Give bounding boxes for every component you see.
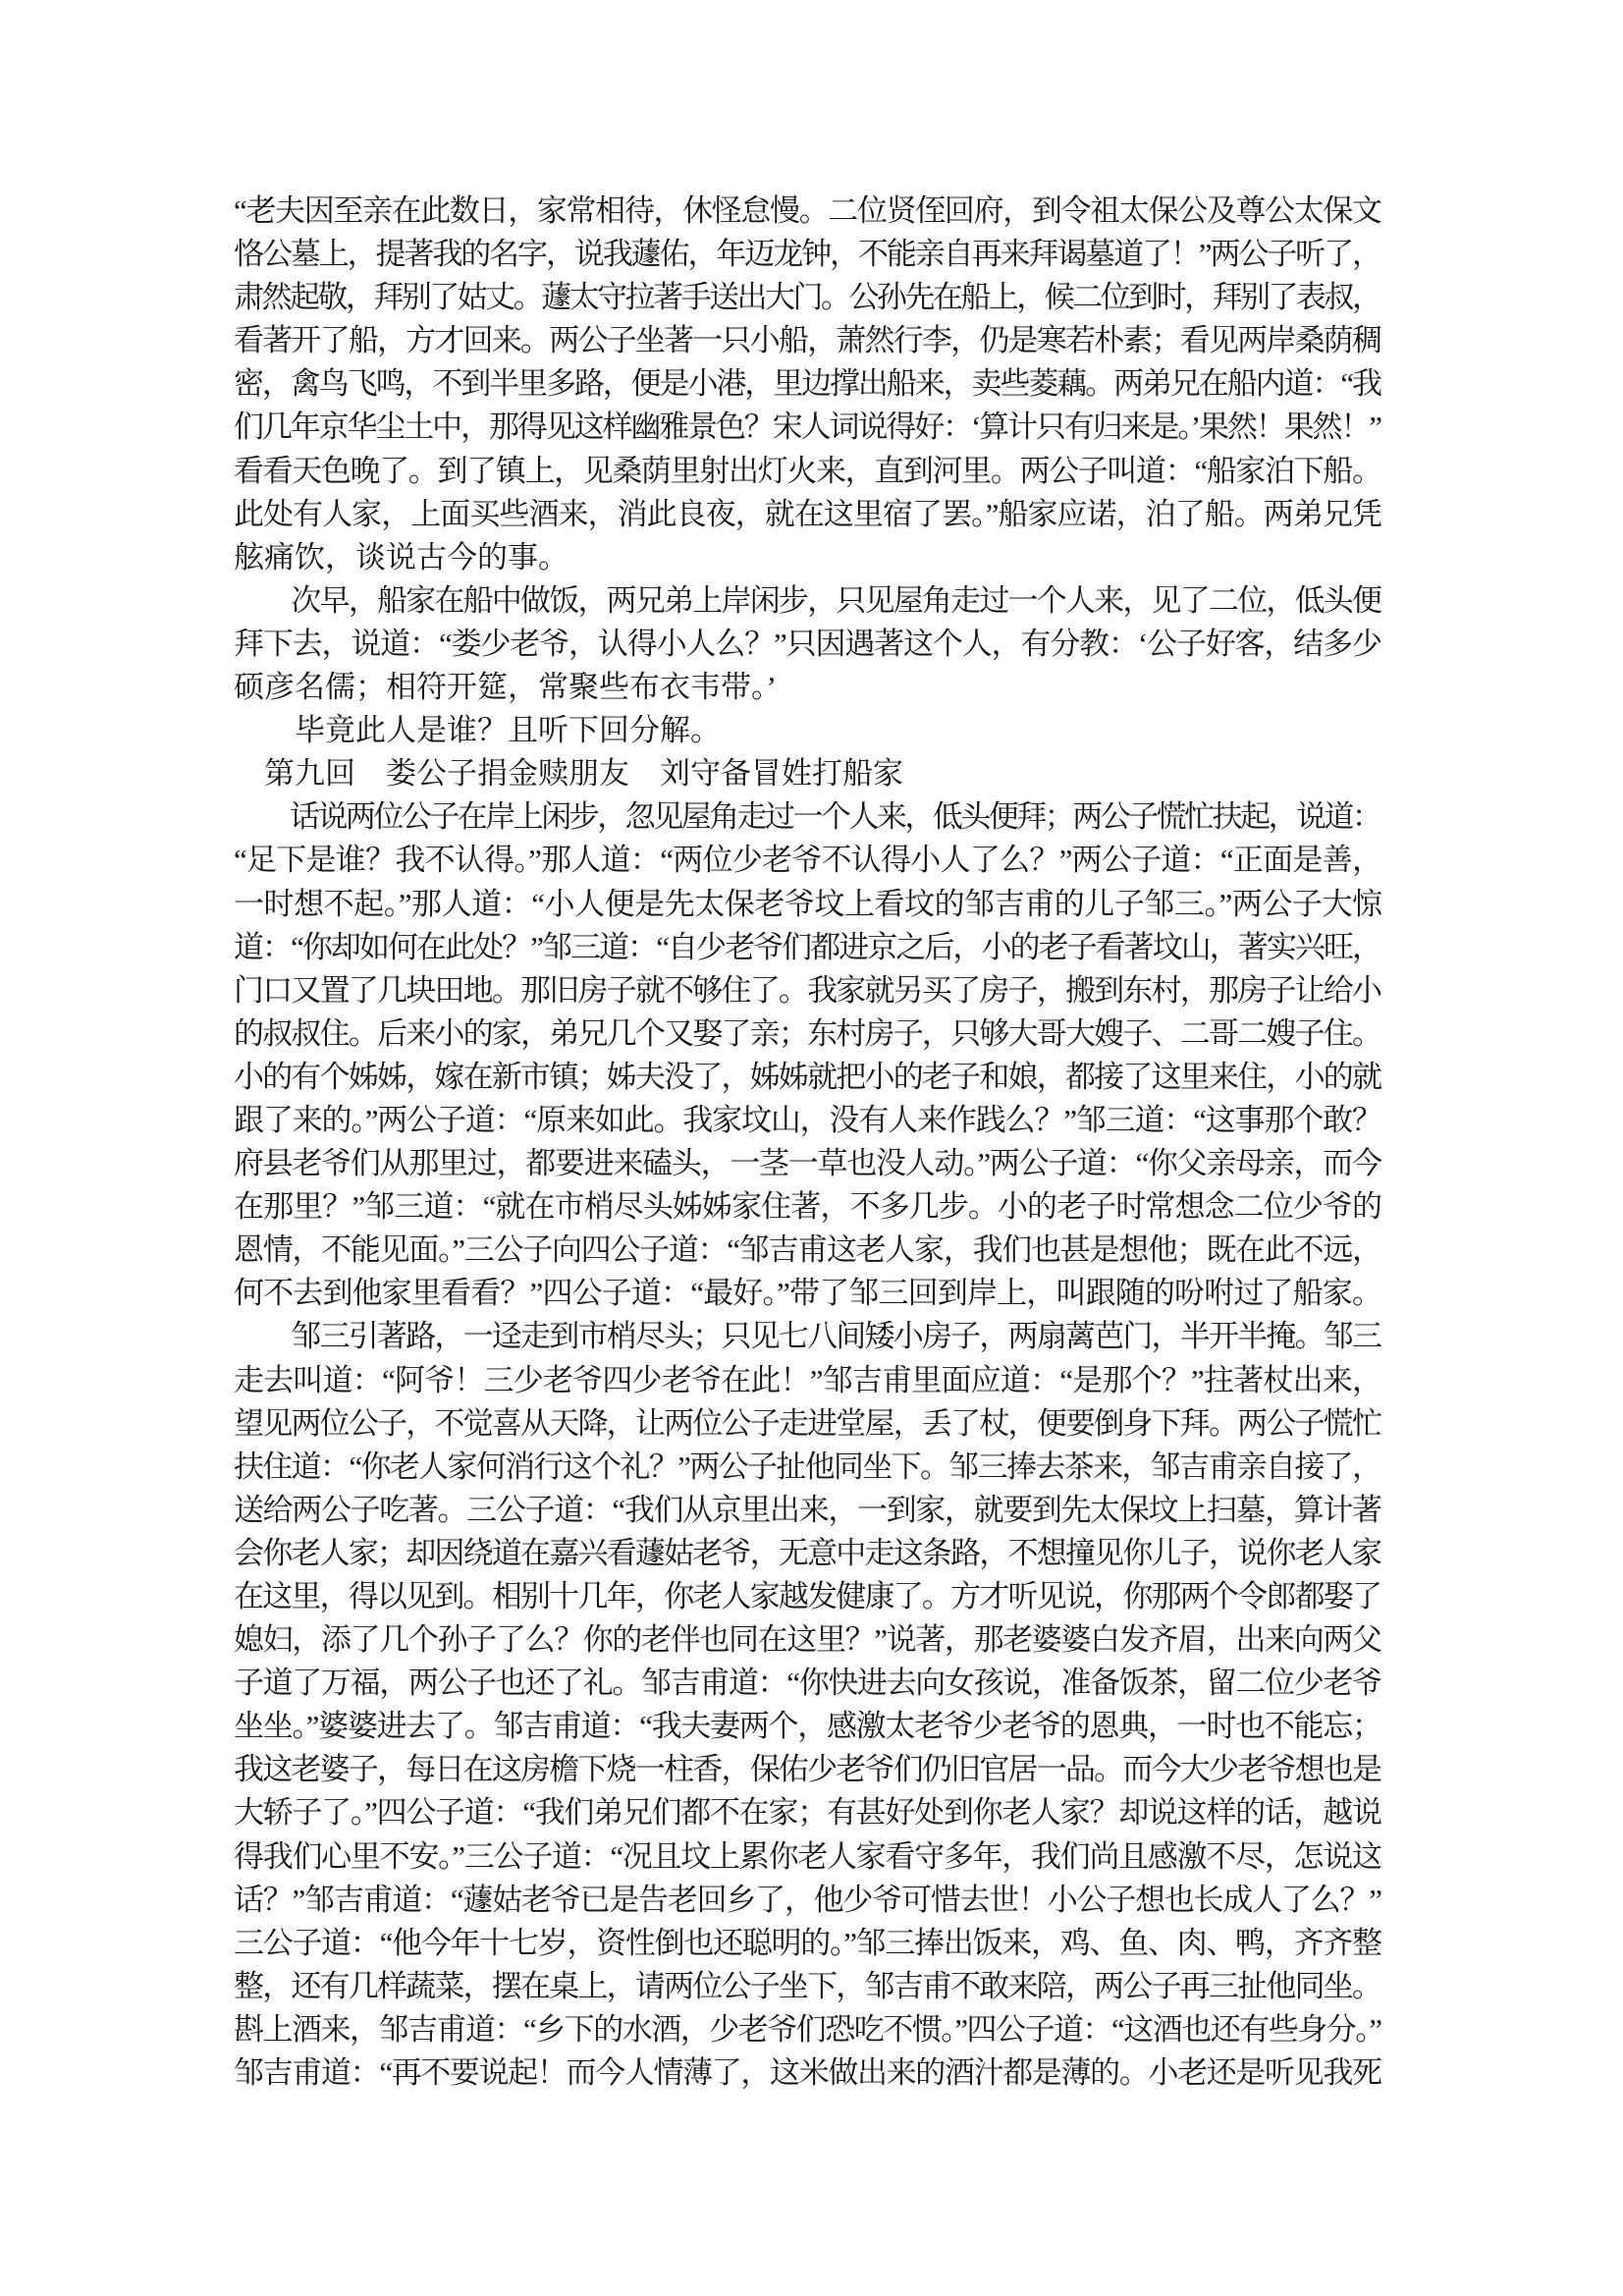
text-line-content: 话说两位公子在岸上闲步，忽见屋角走过一个人来，低头便拜；两公子慌忙扶起，说道：	[234, 799, 1380, 835]
text-line-content: 坐坐。”婆婆进去了。邹吉甫道：“我夫妻两个，感激太老爷少老爷的恩典，一时也不能忘；	[234, 1709, 1381, 1744]
text-line-content: 小的有个姊姊，嫁在新市镇；姊夫没了，姊姊就把小的老子和娘，都接了这里来住，小的就	[234, 1059, 1381, 1094]
text-line-content: 在这里，得以见到。相别十几年，你老人家越发健康了。方才听见说，你那两个令郎都娶了	[234, 1579, 1381, 1613]
text-line-content: 在那里？”邹三道：“就在市梢尽头姊姊家住著，不多几步。小的老子时常想念二位少爷的	[234, 1189, 1382, 1225]
text-line-content: 斟上酒来，邹吉甫道：“乡下的水酒，少老爷们恐吃不惯。”四公子道：“这酒也还有些身分。”	[234, 2011, 1381, 2047]
text-block	[234, 190, 1382, 2095]
text-line	[234, 406, 1382, 449]
text-line	[234, 362, 1382, 406]
text-line	[234, 1185, 1382, 1229]
text-line-content: 我这老婆子，每日在这房檐下烧一柱香，保佑少老爷们仍旧官居一品。而今大少老爷想也是	[234, 1752, 1381, 1787]
text-line	[234, 1662, 1382, 1705]
text-line	[234, 1012, 1382, 1056]
text-line	[234, 1791, 1382, 1834]
text-line-content: 会你老人家；却因绕道在嘉兴看蘧姑老爷，无意中走这条路，不想撞见你儿子，说你老人家	[234, 1535, 1381, 1570]
text-line	[234, 233, 1382, 276]
text-line	[234, 883, 1382, 926]
text-line	[234, 666, 1382, 709]
text-line-content: 三公子道：“他今年十七岁，资性倒也还聪明的。”邹三捧出饭来，鸡、鱼、肉、鸭，齐齐整	[234, 1925, 1381, 1960]
text-line	[234, 1879, 1382, 1922]
text-line-content: 大轿子了。”四公子道：“我们弟兄们都不在家；有甚好处到你老人家？却说这样的话，越说	[234, 1795, 1381, 1831]
text-line	[234, 969, 1382, 1012]
text-line-content: 们几年京华尘土中，那得见这样幽雅景色？宋人词说得好：‘算计只有归来是。’果然！果然！”	[234, 410, 1380, 445]
text-line	[234, 1489, 1382, 1532]
text-line	[234, 1272, 1382, 1315]
text-line	[234, 1229, 1382, 1272]
text-line	[234, 709, 1382, 752]
text-line-content: 一时想不起。”那人道：“小人便是先太保老爷坟上看坟的邹吉甫的儿子邹三。”两公子大惊	[234, 886, 1382, 921]
text-line-content: 肃然起敬，拜别了姑丈。蘧太守拉著手送出大门。公孙先在船上，候二位到时，拜别了表叔，	[234, 280, 1380, 315]
text-line-content: “老夫因至亲在此数日，家常相待，休怪怠慢。二位贤侄回府，到令祖太保公及尊公太保文	[234, 193, 1381, 228]
text-line-content: 舷痛饮，谈说古今的事。	[234, 539, 568, 574]
text-line-content: 拜下去，说道：“娄少老爷，认得小人么？”只因遇著这个人，有分教：‘公子好客，结多少	[234, 626, 1381, 661]
text-line-content: 次早，船家在船中做饭，两兄弟上岸闲步，只见屋角走过一个人来，见了二位，低头便	[234, 582, 1381, 618]
text-line	[234, 2008, 1382, 2051]
text-line-content: 毕竟此人是谁？且听下回分解。	[234, 713, 721, 748]
text-line-content: 得我们心里不安。”三公子道：“况且坟上累你老人家看守多年，我们尚且感激不尽，怎说这	[234, 1838, 1381, 1874]
text-line-content: 道：“你却如何在此处？”邹三道：“自少老爷们都进京之后，小的老子看著坟山，著实兴旺，	[234, 929, 1381, 964]
text-line-content: 密，禽鸟飞鸣，不到半里多路，便是小港，里边撑出船来，卖些菱藕。两弟兄在船内道：“我	[234, 366, 1380, 402]
text-line	[234, 1705, 1382, 1748]
text-line	[234, 1142, 1382, 1185]
text-line	[234, 493, 1382, 536]
text-line	[234, 1965, 1382, 2008]
text-line	[234, 1748, 1382, 1791]
text-line	[234, 926, 1382, 969]
text-line	[234, 1575, 1382, 1618]
text-line	[234, 1446, 1382, 1489]
text-line	[234, 839, 1382, 882]
text-line-content: “足下是谁？我不认得。”那人道：“两位少老爷不认得小人了么？”两公子道：“正面是善，	[234, 843, 1382, 878]
chapter-heading	[234, 752, 1382, 795]
text-line-content: 子道了万福，两公子也还了礼。邹吉甫道：“你快进去向女孩说，准备饭茶，留二位少老爷	[234, 1666, 1381, 1701]
text-line-content: 看看天色晚了。到了镇上，见桑荫里射出灯火来，直到河里。两公子叫道：“船家泊下船。	[234, 453, 1381, 488]
text-line-content: 此处有人家，上面买些酒来，消此良夜，就在这里宿了罢。”船家应诺，泊了船。两弟兄凭	[234, 496, 1382, 531]
text-line	[234, 1056, 1382, 1099]
text-line	[234, 319, 1382, 362]
text-line-content: 跟了来的。”两公子道：“原来如此。我家坟山，没有人来作践么？”邹三道：“这事那个敢？	[234, 1102, 1381, 1137]
text-line-content: 话？”邹吉甫道：“蘧姑老爷已是告老回乡了，他少爷可惜去世！小公子想也长成人了么？”	[234, 1882, 1381, 1917]
text-line	[234, 579, 1382, 623]
text-line	[234, 276, 1382, 319]
text-line-content: 门口又置了几块田地。那旧房子就不够住了。我家就另买了房子，搬到东村，那房子让给小	[234, 972, 1381, 1008]
text-line	[234, 1099, 1382, 1142]
text-line	[234, 1835, 1382, 1879]
text-line-content: 的叔叔住。后来小的家，弟兄几个又娶了亲；东村房子，只够大哥大嫂子、二哥二嫂子住。	[234, 1015, 1381, 1051]
text-line-content: 看著开了船，方才回来。两公子坐著一只小船，萧然行李，仍是寒若朴素；看见两岸桑荫稠	[234, 323, 1381, 358]
text-line-content: 府县老爷们从那里过，都要进来磕头，一茎一草也没人动。”两公子道：“你父亲母亲，而今	[234, 1146, 1381, 1181]
text-line-content: 望见两位公子，不觉喜从天降，让两位公子走进堂屋，丢了杖，便要倒身下拜。两公子慌忙	[234, 1405, 1381, 1441]
text-line	[234, 450, 1382, 493]
text-line	[234, 1618, 1382, 1662]
text-line-content: 邹吉甫道：“再不要说起！而今人情薄了，这米做出来的酒汁都是薄的。小老还是听见我死	[234, 2055, 1381, 2091]
text-line	[234, 1402, 1382, 1446]
text-line	[234, 1922, 1382, 1965]
text-line-content: 走去叫道：“阿爷！三少老爷四少老爷在此！”邹吉甫里面应道：“是那个？”拄著杖出来，	[234, 1362, 1382, 1397]
text-line-content: 整，还有几样蔬菜，摆在桌上，请两位公子坐下，邹吉甫不敢来陪，两公子再三扯他同坐。	[234, 1968, 1381, 2003]
text-line-content: 何不去到他家里看看？”四公子道：“最好。”带了邹三回到岸上，叫跟随的吩咐过了船家。	[234, 1276, 1382, 1311]
text-line-content: 恪公墓上，提著我的名字，说我蘧佑，年迈龙钟，不能亲自再来拜谒墓道了！”两公子听了，	[234, 237, 1380, 272]
text-line-content: 送给两公子吃著。三公子道：“我们从京里出来，一到家，就要到先太保坟上扫墓，算计著	[234, 1492, 1381, 1527]
text-line-content: 媳妇，添了几个孙子了么？你的老伴也同在这里？”说著，那老婆婆白发齐眉，出来向两父	[234, 1622, 1381, 1658]
text-line	[234, 795, 1382, 839]
text-line	[234, 1532, 1382, 1575]
text-line	[234, 623, 1382, 666]
text-line	[234, 536, 1382, 579]
text-line-content: 邹三引著路，一迳走到市梢尽头；只见七八间矮小房子，两扇蓠芭门，半开半掩。邹三	[234, 1319, 1381, 1354]
text-line	[234, 1315, 1382, 1358]
text-line-content: 扶住道：“你老人家何消行这个礼？”两公子扯他同坐下。邹三捧去茶来，邹吉甫亲自接了，	[234, 1449, 1381, 1484]
text-line-content: 硕彦名儒；相符开筵，常聚些布衣韦带。’	[234, 670, 777, 705]
text-line	[234, 190, 1382, 233]
text-line	[234, 2051, 1382, 2095]
text-line-content: 恩情，不能见面。”三公子向四公子道：“邹吉甫这老人家，我们也甚是想他；既在此不远，	[234, 1232, 1381, 1268]
text-line	[234, 1359, 1382, 1402]
text-line-content: 第九回 娄公子捐金赎朋友 刘守备冒姓打船家	[234, 756, 903, 792]
